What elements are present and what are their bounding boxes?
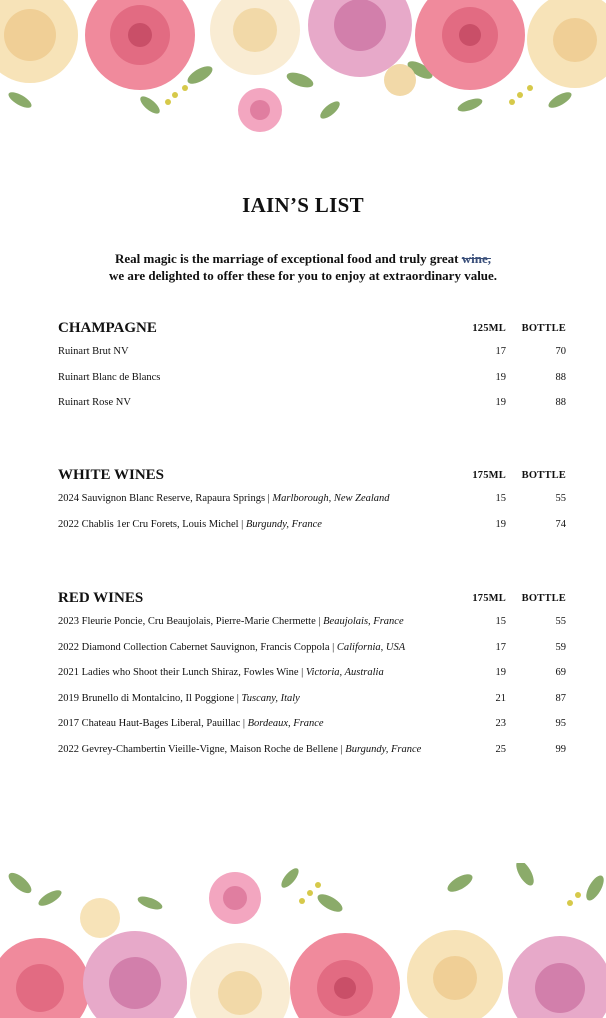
section-header — [58, 590, 566, 610]
column-header-bottle: BOTTLE — [521, 470, 566, 481]
bottle-price: 55 — [555, 616, 566, 627]
bottle-price: 95 — [555, 718, 566, 730]
glass-price: 17 — [495, 346, 506, 357]
tagline-struck-word: wine, — [461, 251, 491, 266]
glass-price: 19 — [495, 371, 506, 383]
glass-price: 25 — [495, 743, 506, 755]
wine-row — [58, 636, 566, 662]
wine-name: 2017 Chateau Haut-Bages Liberal, Pauillac | Bordeaux, France — [58, 718, 324, 730]
glass-price: 15 — [495, 616, 506, 627]
glass-price: 19 — [495, 518, 506, 530]
glass-price: 19 — [495, 667, 506, 679]
wine-name: 2021 Ladies who Shoot their Lunch Shiraz, Fowles Wine | Victoria, Australia — [58, 667, 384, 679]
menu-title: IAIN’S LIST — [242, 193, 364, 217]
wine-name: 2022 Diamond Collection Cabernet Sauvignon, Francis Coppola | California, USA — [58, 641, 406, 653]
section-title: CHAMPAGNE — [58, 320, 157, 336]
bottle-price: 87 — [555, 692, 566, 704]
menu-tagline — [0, 250, 606, 284]
section-header — [58, 320, 566, 340]
column-header-glass: 125ML — [472, 323, 506, 334]
wine-name: 2019 Brunello di Montalcino, Il Poggione | Tuscany, Italy — [58, 692, 300, 704]
wine-name: 2024 Sauvignon Blanc Reserve, Rapaura Springs | Marlborough, New Zealand — [58, 493, 390, 504]
glass-price: 19 — [495, 397, 506, 409]
column-header-bottle: BOTTLE — [521, 323, 566, 334]
wine-name: Ruinart Blanc de Blancs — [58, 371, 161, 383]
tagline-line-1-prefix: Real magic is the marriage of exceptional food and truly great — [115, 251, 462, 266]
wine-name: Ruinart Rose NV — [58, 397, 131, 409]
wine-name: 2022 Chablis 1er Cru Forets, Louis Michel | Burgundy, France — [58, 518, 322, 530]
glass-price: 15 — [495, 493, 506, 504]
wine-row — [58, 340, 566, 366]
section-red-wines — [58, 590, 566, 764]
column-header-bottle: BOTTLE — [521, 593, 566, 604]
section-white-wines — [58, 467, 566, 538]
tagline-line-2: we are delighted to offer these for you to enjoy at extraordinary value. — [108, 268, 498, 283]
bottle-price: 69 — [555, 667, 566, 679]
bottle-price: 59 — [555, 641, 566, 653]
wine-name: Ruinart Brut NV — [58, 346, 129, 357]
bottle-price: 55 — [555, 493, 566, 504]
wine-row — [58, 487, 566, 513]
floral-border-bottom — [0, 863, 606, 1018]
wine-row — [58, 610, 566, 636]
bottle-price: 99 — [555, 743, 566, 755]
floral-border-top — [0, 0, 606, 140]
column-header-glass: 175ML — [472, 593, 506, 604]
glass-price: 21 — [495, 692, 506, 704]
bottle-price: 88 — [555, 397, 566, 409]
section-title: WHITE WINES — [58, 467, 165, 483]
column-header-glass: 175ML — [472, 470, 506, 481]
wine-name: 2023 Fleurie Poncie, Cru Beaujolais, Pierre-Marie Chermette | Beaujolais, France — [58, 616, 404, 627]
glass-price: 23 — [495, 718, 506, 730]
wine-row — [58, 391, 566, 417]
wine-row — [58, 513, 566, 539]
wine-row — [58, 687, 566, 713]
wine-name: 2022 Gevrey-Chambertin Vieille-Vigne, Maison Roche de Bellene | Burgundy, France — [58, 743, 422, 755]
section-header — [58, 467, 566, 487]
glass-price: 17 — [495, 641, 506, 653]
bottle-price: 74 — [555, 518, 566, 530]
wine-row — [58, 366, 566, 392]
wine-row — [58, 712, 566, 738]
section-title: RED WINES — [58, 590, 144, 606]
tagline-line-1 — [0, 250, 606, 267]
section-champagne — [58, 320, 566, 417]
wine-row — [58, 661, 566, 687]
bottle-price: 88 — [555, 371, 566, 383]
bottle-price: 70 — [555, 346, 566, 357]
wine-row — [58, 738, 566, 764]
